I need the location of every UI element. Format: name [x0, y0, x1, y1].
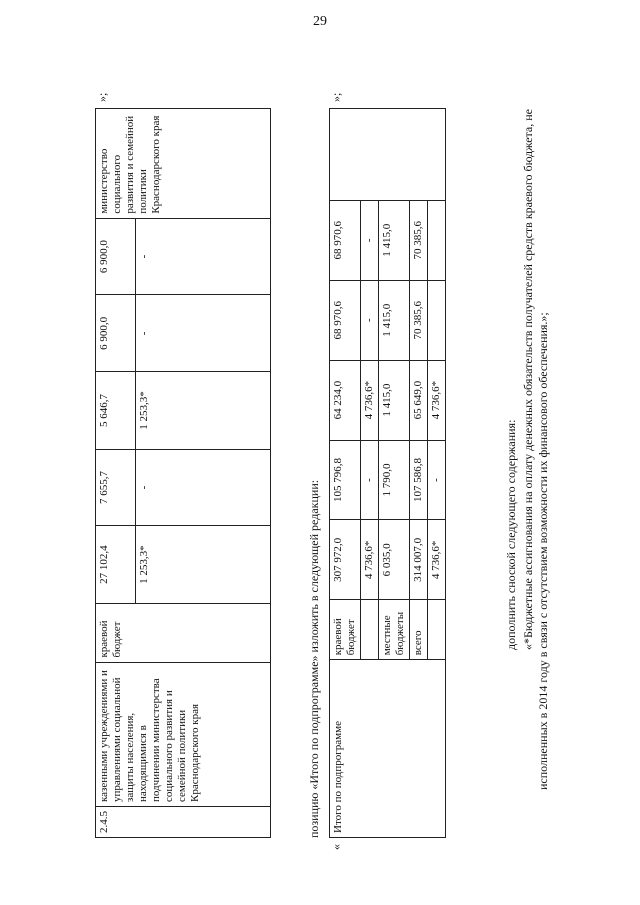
table-row — [330, 109, 361, 838]
value-2017: 6 900,0 — [96, 218, 136, 295]
row-source: местные бюджеты — [378, 600, 409, 660]
value-2014: - — [136, 449, 271, 526]
value-2016: - — [360, 280, 378, 360]
value-total: 4 736,6* — [360, 520, 378, 600]
value-2014: 107 586,8 — [409, 440, 427, 520]
value-total: 27 102,4 — [96, 526, 136, 603]
table-subprogram-total — [329, 108, 446, 838]
opening-quote: « — [329, 844, 343, 850]
value-2016: 70 385,6 — [409, 280, 427, 360]
footnote-intro: дополнить сноской следующего содержания: — [504, 419, 518, 650]
row-source: краевой бюджет — [330, 600, 361, 660]
rotated-content — [59, 70, 579, 850]
value-total: 314 007,0 — [409, 520, 427, 600]
item-code: 2.4.5 — [96, 807, 271, 838]
value-2016: 1 415,0 — [378, 280, 409, 360]
value-2014: - — [427, 440, 445, 520]
value-2015: 64 234,0 — [330, 360, 361, 440]
value-2015: 1 253,3* — [136, 372, 271, 449]
footnote-text: «*Бюджетные ассигнования на оплату денежных обязательств получателей средств краевого бюджета, не исполненных в 2014 году в связи с отсутствием возможности их финансового обеспечения.»; — [521, 109, 550, 790]
row-source: всего — [409, 600, 427, 660]
value-2017 — [427, 200, 445, 280]
value-2016 — [427, 280, 445, 360]
closing-quote: »; — [329, 92, 343, 102]
table-row — [96, 109, 136, 838]
table-program-item — [95, 108, 271, 838]
closing-quote: »; — [95, 92, 109, 102]
item-source: краевой бюджет — [96, 603, 271, 662]
value-2017: 1 415,0 — [378, 200, 409, 280]
value-2016: 6 900,0 — [96, 295, 136, 372]
value-2014: - — [360, 440, 378, 520]
item-name: казенными учреждениями и управлениями социальной защиты населения, находящимися в подчинении министерства социального развития и семейной политики Краснодарского края — [96, 662, 271, 806]
value-2017: - — [136, 218, 271, 295]
total-label: Итого по подпрограмме — [330, 660, 446, 838]
value-2016: - — [136, 295, 271, 372]
value-2016: 68 970,6 — [330, 280, 361, 360]
executor-empty — [330, 109, 446, 201]
item-executor: министерство социального развития и семейной политики Краснодарского края — [96, 109, 271, 219]
value-total: 4 736,6* — [427, 520, 445, 600]
value-total: 6 035,0 — [378, 520, 409, 600]
row-source — [427, 600, 445, 660]
value-2015: 1 415,0 — [378, 360, 409, 440]
value-2015: 65 649,0 — [409, 360, 427, 440]
amend-sentence: позицию «Итого по подпрограмме» изложить в следующей редакции: — [307, 479, 321, 838]
value-2015: 4 736,6* — [427, 360, 445, 440]
page-number: 29 — [313, 14, 327, 29]
row-source — [360, 600, 378, 660]
value-2014: 1 790,0 — [378, 440, 409, 520]
value-2017: 70 385,6 — [409, 200, 427, 280]
value-total: 307 972,0 — [330, 520, 361, 600]
value-2014: 105 796,8 — [330, 440, 361, 520]
value-2017: - — [360, 200, 378, 280]
value-2015: 4 736,6* — [360, 360, 378, 440]
value-2015: 5 646,7 — [96, 372, 136, 449]
value-2017: 68 970,6 — [330, 200, 361, 280]
value-2014: 7 655,7 — [96, 449, 136, 526]
value-total: 1 253,3* — [136, 526, 271, 603]
